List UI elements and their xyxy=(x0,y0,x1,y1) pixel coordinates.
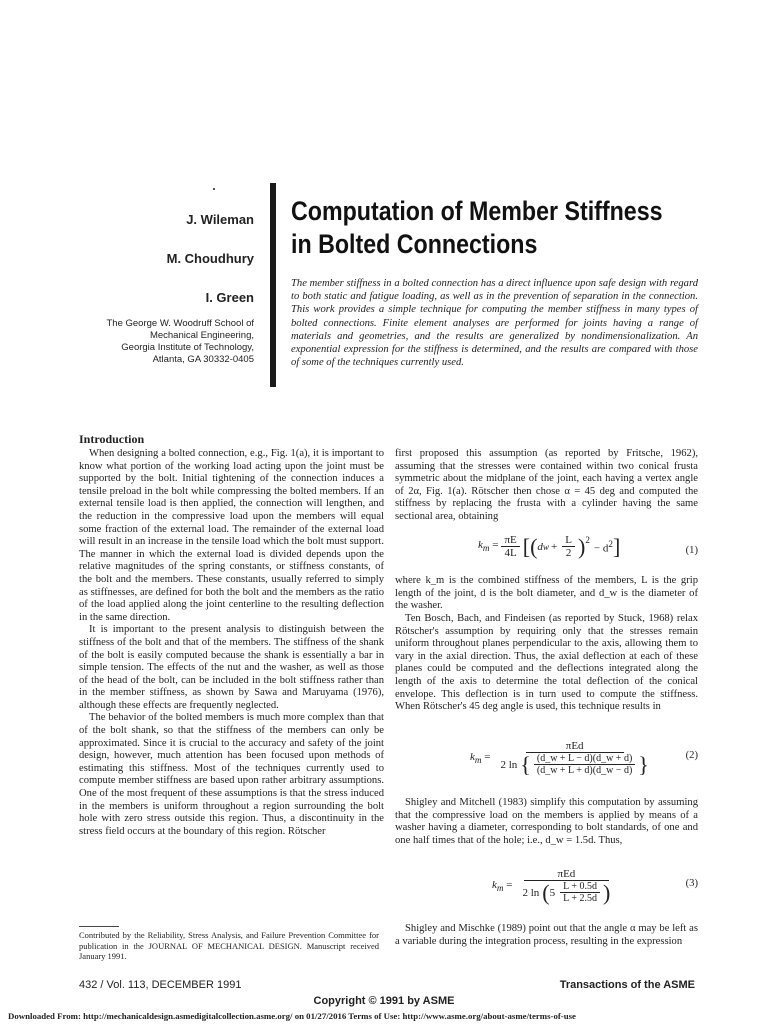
abstract: The member stiffness in a bolted connection has a direct influence upon safe design with regard to both static and fatigue loading, as well as in the prevention of separation in the connection. This work provides a simple technique for computing the member stiffness in many types of bolted connections. Finite element analyses are performed for joints having a range of materials and geometries, and the results are generalized by nondimensionalization. An exponential expression for the stiffness is determined, and the results are compared with those of some of the techniques currently used. xyxy=(291,278,698,369)
equation-2-number: (2) xyxy=(685,750,698,761)
footnote: Contributed by the Reliability, Stress Analysis, and Failure Prevention Committee for publication in the JOURNAL OF MECHANICAL DESIGN. Manuscript received January 1991. xyxy=(79,930,379,961)
paragraph: Shigley and Mitchell (1983) simplify this computation by assuming that the compressive load on the members is applied by means of a washer having a diameter, corresponding to bolt standards, of one and one half times that of the hole; i.e., d_w = 1.5d. Thus, xyxy=(395,797,698,846)
page-footer-left: 432 / Vol. 113, DECEMBER 1991 xyxy=(79,979,242,991)
paragraph: The behavior of the bolted members is much more complex than that of the bolt shank, so that the stiffness of the members can only be approximated. Since it is crucial to the accuracy and safety of the joint design, however, much attention has been focused upon methods of estimating this stiffness. Most of the techniques currently used to compute member stiffness are based upon rather arbitrary assumptions. One of the most frequent of these assumptions is that the stress induced in the members is uniform throughout a region surrounding the bolt hole with zero stress outside this region. Thus, a discontinuity in the stress field occurs at the boundary of this region. Rötscher xyxy=(79,712,384,837)
author-1: J. Wileman xyxy=(186,212,254,227)
equation-2: $k_m$ = πEd 2 ln { $\frac{(d\_w + L - d)(d\_w + d)}{(d\_w + L + d)(d\_w - d)}$ } xyxy=(470,740,649,777)
equation-1: $k_m$ = $\frac{\pi E}{4L}$ [ ( d w + $\frac{L}{2}$ ) $^2$ − $d^2$ ] xyxy=(478,533,621,559)
paragraph: Shigley and Mischke (1989) point out that the angle α may be left as a variable during the integration process, resulting in the expression xyxy=(395,923,698,947)
equation-3-number: (3) xyxy=(685,878,698,889)
equation-1-number: (1) xyxy=(685,545,698,556)
copyright: Copyright © 1991 by ASME xyxy=(313,995,455,1007)
paragraph: When designing a bolted connection, e.g., Fig. 1(a), it is important to know what portion of the working load acting upon the joint must be supported by the bolt. Initial tightening of the connection induces a tensile preload in the bolt while compressing the bolted members. If an external tensile load is then applied, the connection will lengthen, and the reduction in the compressive load upon the members will equal some fraction of the external load. The remainder of the external load will result in an increase in the tensile load which the bolt must support. The manner in which the external load is divided depends upon the relative magnitudes of the spring constants, or stiffness constants, of the bolt and the members. These constants, usually referred to simply as stiffnesses, are defined for both the bolt and the members as the ratio of the load applied along the joint centerline to the resulting deflection in the same direction. xyxy=(79,448,384,623)
equation-3: $k_m$ = πEd 2 ln ( 5 $\frac{L + 0.5d}{L + 2.5d}$ ) xyxy=(492,868,611,905)
section-heading: Introduction xyxy=(79,432,145,446)
paragraph: Ten Bosch, Bach, and Findeisen (as reported by Stuck, 1968) relax Rötscher's assumption by requiring only that the stresses remain uniform throughout planes perpendicular to the axis, allowing them to vary in the axial direction. Thus, the axial deflection at each of these planes could be computed and the deflections integrated along the length of the axis to determine the total deflection of the conical envelope. This deflection is in turn used to compute the stiffness. When Rötscher's 45 deg angle is used, this technique results in xyxy=(395,613,698,713)
paper-title: Computation of Member Stiffness in Bolted Connections xyxy=(291,196,663,259)
paragraph: It is important to the present analysis to distinguish between the stiffness of the bolt and that of the members. The stiffness of the shank of the bolt is easily computed because the shank is essentially a bar in simple tension. The effects of the nut and the washer, as well as those of the head of the bolt, can be included in the bolt stiffness rather than in the member stiffness, as shown by Sawa and Maruyama (1976), although these effects are frequently neglected. xyxy=(79,624,384,711)
left-column xyxy=(79,448,384,838)
download-notice: Downloaded From: http://mechanicaldesign.asmedigitalcollection.asme.org/ on 01/27/2016 Terms of Use: http://www.asme.org/about-asme/terms-of-use xyxy=(8,1011,576,1021)
footnote-rule xyxy=(79,926,119,927)
paragraph: first proposed this assumption (as reported by Fritsche, 1962), assuming that the stresses were contained within two conical frusta symmetric about the midplane of the joint, each having a vertex angle of 2α, Fig. 1(a). Rötscher then chose α = 45 deg and computed the stiffness by replacing the frusta with a cylinder having the same sectional area, obtaining xyxy=(395,448,698,522)
affiliation: The George W. Woodruff School of Mechanical Engineering, Georgia Institute of Technology, Atlanta, GA 30332-0405 xyxy=(106,318,254,365)
speck xyxy=(213,188,215,190)
author-2: M. Choudhury xyxy=(166,251,254,266)
author-3: I. Green xyxy=(205,290,254,305)
title-rule xyxy=(270,183,276,387)
paragraph: where k_m is the combined stiffness of the members, L is the grip length of the joint, d is the bolt diameter, and d_w is the diameter of the washer. xyxy=(395,575,698,612)
page-footer-right: Transactions of the ASME xyxy=(559,979,695,991)
